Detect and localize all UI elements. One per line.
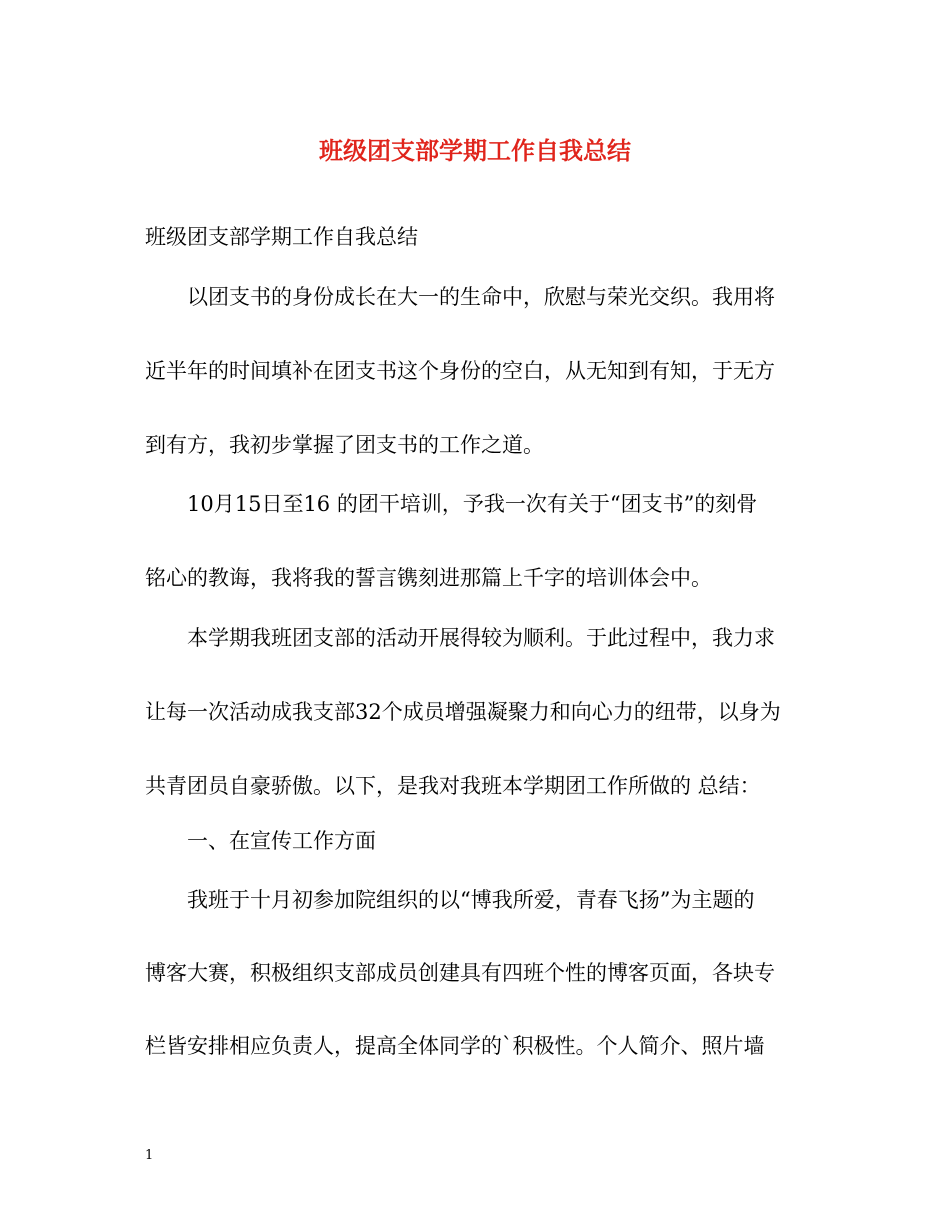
paragraph-line: 我班于十月初参加院组织的以“博我所爱，青春飞扬”为主题的: [187, 888, 755, 912]
paragraph-line: 博客大赛，积极组织支部成员创建具有四班个性的博客页面，各块专: [145, 961, 775, 985]
paragraph-line: 以团支书的身份成长在大一的生命中，欣慰与荣光交织。我用将: [187, 285, 775, 309]
paragraph-line: 栏皆安排相应负责人，提高全体同学的`积极性。个人简介、照片墙: [145, 1034, 765, 1058]
paragraph-line: 到有方，我初步掌握了团支书的工作之道。: [145, 433, 544, 457]
paragraph-line: 近半年的时间填补在团支书这个身份的空白，从无知到有知，于无方: [145, 359, 775, 383]
page-number: 1: [145, 1148, 154, 1163]
paragraph-line: 10月15日至16 的团干培训，予我一次有关于“团支书”的刻骨: [187, 492, 758, 516]
paragraph-line: 铭心的教诲，我将我的誓言镌刻进那篇上千字的培训体会中。: [145, 566, 712, 590]
document-title: 班级团支部学期工作自我总结: [319, 136, 631, 165]
paragraph-line: 让每一次活动成我支部32个成员增强凝聚力和向心力的纽带，以身为: [145, 700, 781, 724]
paragraph-line: 共青团员自豪骄傲。以下，是我对我班本学期团工作所做的 总结：: [145, 774, 761, 798]
paragraph-line: 本学期我班团支部的活动开展得较为顺利。于此过程中，我力求: [187, 626, 775, 650]
subtitle-line: 班级团支部学期工作自我总结: [145, 225, 418, 249]
section-heading: 一、在宣传工作方面: [187, 829, 376, 853]
